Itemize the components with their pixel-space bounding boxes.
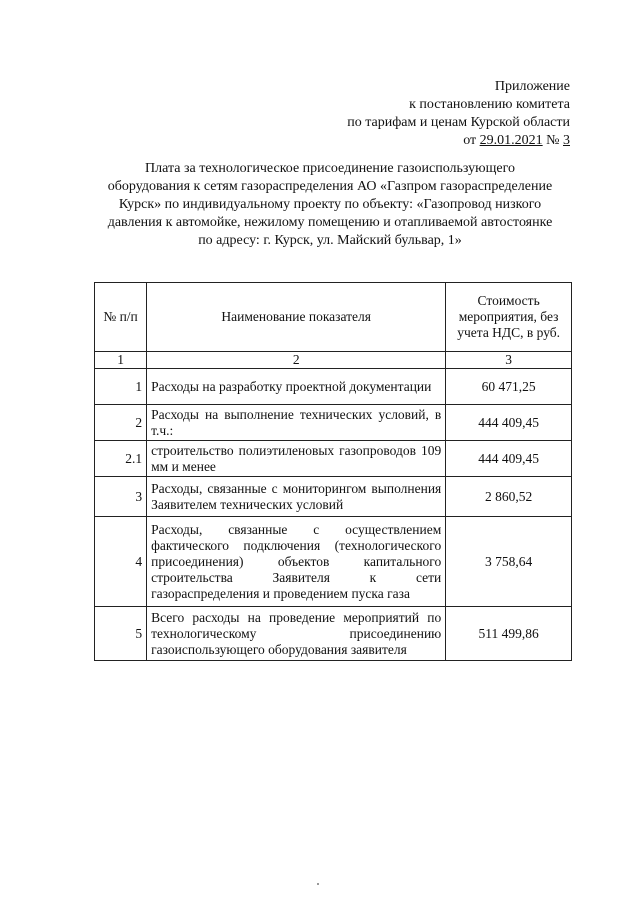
row-num: 5 — [95, 607, 147, 661]
table-row — [95, 405, 572, 441]
table-row — [95, 477, 572, 517]
row-cost: 3 758,64 — [446, 517, 572, 607]
fees-table — [94, 282, 572, 661]
row-cost: 444 409,45 — [446, 441, 572, 477]
row-cost: 60 471,25 — [446, 369, 572, 405]
row-num: 2 — [95, 405, 147, 441]
appendix-line: по тарифам и ценам Курской области — [347, 115, 570, 130]
table-row — [95, 517, 572, 607]
appendix-date: 29.01.2021 — [479, 133, 543, 148]
document-title — [80, 160, 580, 250]
row-num: 3 — [95, 477, 147, 517]
title-line: оборудования к сетям газораспределения АО «Газпром газораспределение — [107, 179, 553, 194]
appendix-title: Приложение — [494, 79, 570, 94]
row-name: Всего расходы на проведение мероприятий по технологическому присоединению газоиспользующего оборудования заявителя — [147, 607, 446, 661]
row-num: 4 — [95, 517, 147, 607]
header-cost: Стоимость мероприятия, без учета НДС, в руб. — [446, 283, 572, 352]
appendix-number: 3 — [563, 133, 570, 148]
table-row — [95, 441, 572, 477]
row-num: 2.1 — [95, 441, 147, 477]
scan-speck — [317, 883, 319, 885]
row-name: Расходы, связанные с осуществлением фактического подключения (технологического присоединения) объектов капитального строительства Заявителя к сети газораспределения и проведением пуска газа — [147, 517, 446, 607]
appendix-date-line — [347, 132, 570, 150]
row-cost: 444 409,45 — [446, 405, 572, 441]
row-name: Расходы на разработку проектной документации — [147, 369, 446, 405]
row-name: строительство полиэтиленовых газопроводов 109 мм и менее — [147, 441, 446, 477]
table-row — [95, 607, 572, 661]
title-line: давления к автомойке, нежилому помещению и отапливаемой автостоянке — [107, 215, 553, 230]
row-num: 1 — [95, 369, 147, 405]
table-row — [95, 369, 572, 405]
row-cost: 511 499,86 — [446, 607, 572, 661]
header-num: № п/п — [95, 283, 147, 352]
title-line: Курск» по индивидуальному проекту по объекту: «Газопровод низкого — [118, 197, 542, 212]
index-cell: 1 — [95, 352, 147, 369]
table-index-row — [95, 352, 572, 369]
row-name: Расходы на выполнение технических условий, в т.ч.: — [147, 405, 446, 441]
index-cell: 2 — [147, 352, 446, 369]
index-cell: 3 — [446, 352, 572, 369]
row-name: Расходы, связанные с мониторингом выполнения Заявителем технических условий — [147, 477, 446, 517]
row-cost: 2 860,52 — [446, 477, 572, 517]
title-line: Плата за технологическое присоединение газоиспользующего — [145, 161, 515, 176]
table-header-row — [95, 283, 572, 352]
title-line: по адресу: г. Курск, ул. Майский бульвар, 1» — [198, 233, 462, 248]
number-prefix: № — [546, 133, 560, 148]
appendix-block — [347, 78, 570, 150]
header-name: Наименование показателя — [147, 283, 446, 352]
date-prefix: от — [463, 133, 477, 148]
appendix-line: к постановлению комитета — [409, 97, 570, 112]
